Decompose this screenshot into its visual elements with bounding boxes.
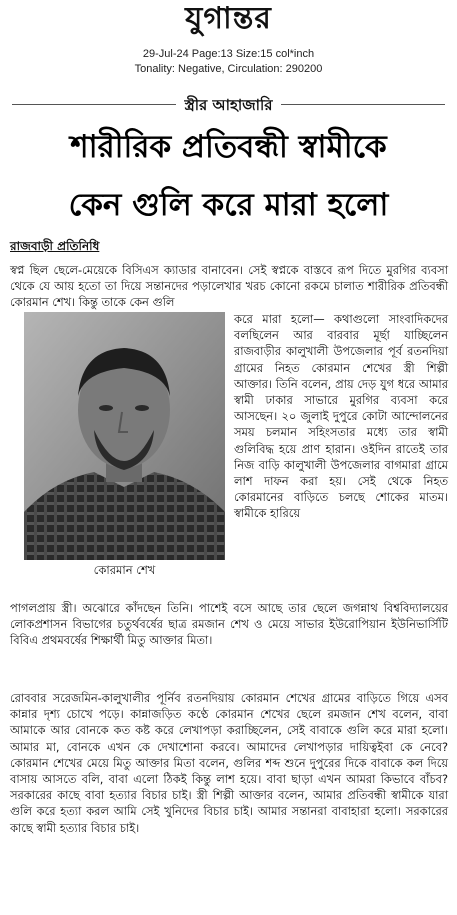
clipping-meta-date-page: 29-Jul-24 Page:13 Size:15 col*inch: [142, 48, 315, 60]
photo-caption: কোরমান শেখ: [93, 563, 156, 577]
portrait-photo: [24, 312, 225, 560]
article-paragraph-intro: স্বপ্ন ছিল ছেলে-মেয়েকে বিসিএস ক্যাডার বানাবেন। সেই স্বপ্নকে বাস্তবে রূপ দিতে মুরগির ব্যবসা থেকে যে আয় হতো তা দিয়ে সন্তানদের পড়ালেখার খরচ কোনো রকমে চালাত শারীরিক প্রতিবন্ধী কোরমান শেখ। কিন্তু তাকে কেন গুলি: [10, 263, 448, 310]
headline-line-2: কেন গুলি করে মারা হলো: [68, 187, 389, 223]
byline: রাজবাড়ী প্রতিনিধি: [10, 239, 100, 253]
portrait-illustration: [24, 312, 225, 560]
article-paragraph-right-column: করে মারা হলো— কথাগুলো সাংবাদিকদের বলছিলেন আর বারবার মূর্ছা যাচ্ছিলেন রাজবাড়ীর কালুখালী উপজেলার পূর্ব রতনদিয়া গ্রামের নিহত কোরমান শেখের স্ত্রী শিল্পী আক্তার। তিনি বলেন, প্রায় দেড় যুগ ধরে আমার স্বামী ঢাকার সাভারে মুরগির ব্যবসা করে আসছেন। ২০ জুলাই দুপুরে কোটা আন্দোলনের সময় চলমান সহিংসতার মধ্যে তার স্বামী গুলিবিদ্ধ হয়ে প্রাণ হারান। ওইদিন রাতেই তার নিজ বাড়ি কালুখালী উপজেলার বাগমারা গ্রামে লাশ দাফন করা হয়। সেই থেকে নিহত কোরমানের বাড়িতে চলছে শোকের মাতম। স্বামীকে হারিয়ে: [234, 312, 448, 521]
clipping-meta-tonality: Tonality: Negative, Circulation: 290200: [134, 63, 323, 75]
headline-line-1: শারীরিক প্রতিবন্ধী স্বামীকে: [70, 129, 387, 165]
kicker: [12, 94, 445, 116]
article-paragraph-rest: রোববার সরেজমিন-কালুখালীর পূর্নিব রতনদিয়ায় কোরমান শেখের গ্রামের বাড়িতে গিয়ে এসব কান্নার দৃশ্য চোখে পড়ে। কান্নাজড়িত কণ্ঠে কোরমান শেখের ছেলে রমজান শেখ বলেন, বাবা আমাকে আর বোনকে কত কষ্ট করে লেখাপড়া করাচ্ছিলেন, সেই বাবাকে গুলি করে মারা হলো। আমার মা, বোনকে এখন কে দেখাশোনা করবে। আমাদের লেখাপড়ার দায়িত্বইবা কে নেবে? কোরমান শেখের মেয়ে মিতু আক্তার মিতা বলেন, গুলির শব্দ শুনে দুপুরের দিকে বাবাকে কল দিয়ে বাসায় আসতে বলি, বাবা এলো ঠিকই কিন্তু লাশ হয়ে। বাবা ছাড়া এখন আমরা কিভাবে বাঁচব? সরকারের কাছে বাবা হত্যার বিচার চাই। স্ত্রী শিল্পী আক্তার বলেন, আমার প্রতিবন্ধী স্বামীকে যারা গুলি করে হত্যা করল আমি সেই খুনিদের বিচার চাই। আমার সন্তানরা বাবাহারা হলো। সরকারের কাছে স্বামী হত্যার বিচার চাই।: [10, 691, 448, 835]
masthead: [0, 2, 457, 36]
article-paragraph-continued: পাগলপ্রায় স্ত্রী। অঝোরে কাঁদছেন তিনি। পাশেই বসে আছে তার ছেলে জগন্নাথ বিশ্ববিদ্যালয়ের লোকপ্রশাসন বিভাগের চতুর্থবর্ষের ছাত্র রমজান শেখ ও মেয়ে সাভার ইউরোপিয়ান ইউনিভার্সিটি বিবিএ প্রথমবর্ষের শিক্ষার্থী মিতু আক্তার মিতা।: [10, 601, 448, 648]
kicker-text: স্ত্রীর আহাজারি: [176, 96, 280, 114]
newspaper-logo: যুগান্তর: [185, 1, 272, 36]
